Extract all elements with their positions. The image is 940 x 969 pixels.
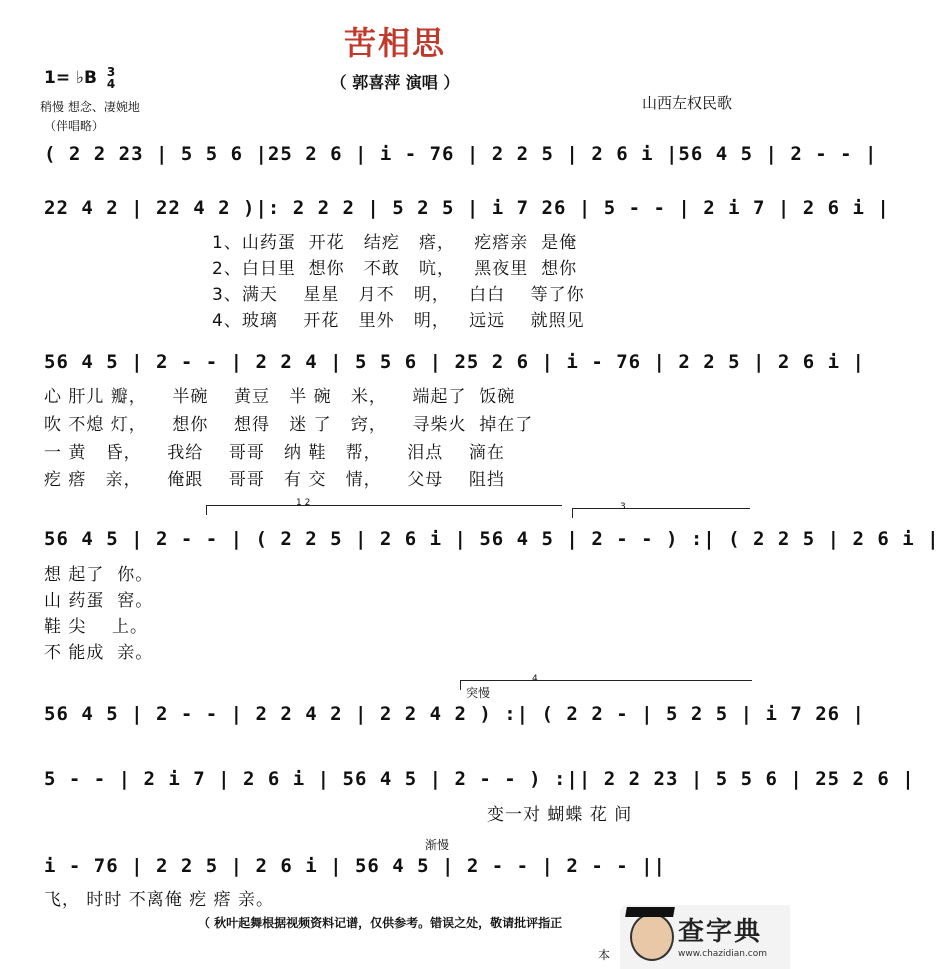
time-signature (107, 66, 115, 90)
notation-system-4: 56 4 5 | 2 - - | ( 2 2 5 | 2 6 i | 56 4 5 | 2 - - ) :| ( 2 2 5 | 2 6 i | (44, 528, 940, 550)
volta-tick (206, 505, 207, 515)
site-watermark (620, 905, 790, 969)
volta-number-3: 3 (620, 502, 626, 512)
time-signature-bottom: 4 (106, 77, 116, 91)
notation-system-5: 56 4 5 | 2 - - | 2 2 4 2 | 2 2 4 2 ) :| ( 2 2 - | 5 2 5 | i 7 26 | (44, 703, 865, 725)
singer-credit: （ 郭喜萍 演唱 ） (330, 73, 460, 92)
watermark-text: 查字典 (678, 917, 763, 947)
tempo-sudden-slow: 突慢 (466, 686, 491, 700)
time-signature-top: 3 (106, 65, 116, 79)
notation-system-1: ( 2 2 23 | 5 5 6 |25 2 6 | i - 76 | 2 2 5 | 2 6 i |56 4 5 | 2 - - | (44, 143, 878, 165)
lyric-line: 想 起了 你。 (44, 565, 154, 585)
song-origin: 山西左权民歌 (641, 94, 732, 112)
lyric-line: 4、玻璃 开花 里外 明， 远远 就照见 (212, 311, 585, 331)
notation-system-2: 22 4 2 | 22 4 2 )|: 2 2 2 | 5 2 5 | i 7 26 | 5 - - | 2 i 7 | 2 6 i | (44, 197, 890, 219)
graduation-cap-icon (625, 907, 675, 917)
lyric-line: 一 黄 昏， 我给 哥哥 纳 鞋 帮， 泪点 滴在 (44, 443, 505, 463)
lyric-line: 飞， 时时 不离俺 疙 瘩 亲。 (44, 890, 275, 910)
mascot-icon (630, 913, 674, 961)
lyric-line: 1、山药蛋 开花 结疙 瘩， 疙瘩亲 是俺 (212, 233, 578, 253)
transcription-note: （ 秋叶起舞根据视频资料记谱，仅供参考。错误之处，敬请批评指正 (198, 916, 563, 930)
lyric-line: 变一对 蝴蝶 花 间 (487, 805, 633, 825)
key-signature (44, 66, 115, 90)
lyric-line: 不 能成 亲。 (44, 643, 154, 663)
volta-bracket-4 (460, 680, 752, 681)
notation-system-6: 5 - - | 2 i 7 | 2 6 i | 56 4 5 | 2 - - ) :|| 2 2 23 | 5 5 6 | 25 2 6 | (44, 768, 915, 790)
key-label: 1= ♭B (44, 68, 97, 88)
page-char: 本 (598, 948, 611, 962)
watermark-url: www.chazidian.com (678, 949, 768, 959)
lyric-line: 3、满天 星星 月不 明， 白白 等了你 (212, 285, 585, 305)
tempo-gradual-slow: 渐慢 (425, 838, 450, 852)
lyric-line: 2、白日里 想你 不敢 吭， 黑夜里 想你 (212, 259, 578, 279)
volta-tick (572, 508, 573, 518)
lyric-line: 心 肝儿 瓣， 半碗 黄豆 半 碗 米， 端起了 饭碗 (44, 387, 516, 407)
volta-tick (460, 680, 461, 690)
volta-number-1-2: 1 2 (296, 498, 311, 508)
lyric-line: 鞋 尖 上。 (44, 617, 149, 637)
lyric-line: 山 药蛋 窖。 (44, 591, 154, 611)
song-title: 苦相思 (343, 24, 446, 62)
accompaniment-note: （伴唱略） (44, 119, 105, 133)
notation-system-7: i - 76 | 2 2 5 | 2 6 i | 56 4 5 | 2 - - | 2 - - || (44, 855, 666, 877)
lyric-line: 疙 瘩 亲， 俺跟 哥哥 有 交 情， 父母 阻挡 (44, 470, 505, 490)
lyric-line: 吹 不熄 灯， 想你 想得 迷 了 窍， 寻柴火 掉在了 (44, 415, 534, 435)
volta-bracket-3 (572, 508, 750, 509)
volta-bracket-1-2 (206, 505, 562, 506)
tempo-marking: 稍慢 想念、凄婉地 (40, 100, 140, 114)
notation-system-3: 56 4 5 | 2 - - | 2 2 4 | 5 5 6 | 25 2 6 | i - 76 | 2 2 5 | 2 6 i | (44, 351, 865, 373)
volta-number-4: 4 (532, 674, 538, 684)
